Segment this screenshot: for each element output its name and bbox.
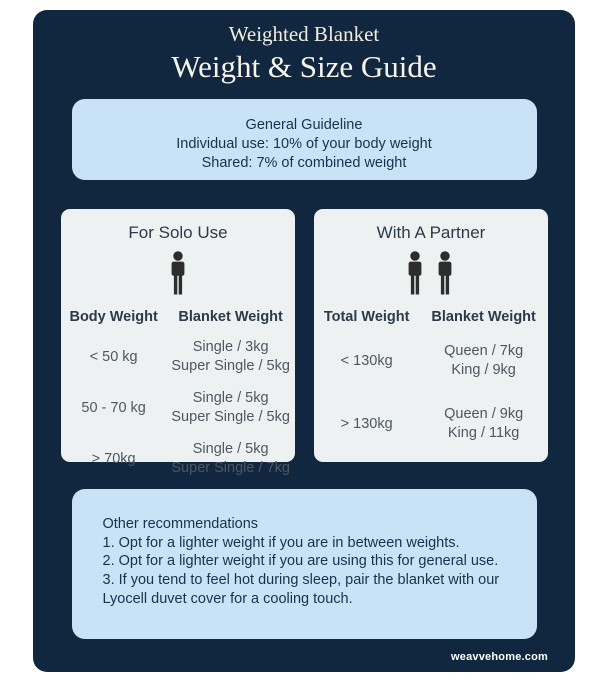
recommendation-item: 1. Opt for a lighter weight if you are in between weights.	[102, 534, 460, 551]
partner-col1-header: Total Weight	[323, 309, 410, 325]
blanket-weight-cell: Single / 5kg Super Single / 5kg	[171, 390, 290, 425]
brand-subtitle: Weighted Blanket	[228, 22, 380, 46]
body-weight-cell: > 70kg	[91, 450, 136, 467]
solo-col2-header: Blanket Weight	[178, 309, 283, 325]
blanket-weight-cell: Single / 3kg Super Single / 5kg	[171, 339, 290, 374]
total-weight-cell: < 130kg	[340, 352, 393, 369]
solo-col1-header: Body Weight	[69, 309, 158, 325]
infographic-card	[33, 10, 575, 672]
partner-panel-title: With A Partner	[376, 223, 486, 242]
table-row	[61, 440, 295, 478]
blanket-weight-cell: Single / 5kg Super Single / 7kg	[171, 441, 290, 476]
partner-table-header	[314, 309, 548, 325]
body-weight-cell: < 50 kg	[89, 348, 138, 365]
recommendations-title: Other recommendations	[102, 516, 259, 532]
guideline-line-shared: Shared: 7% of combined weight	[201, 155, 407, 171]
panels-row	[61, 209, 548, 476]
solo-use-panel	[61, 209, 295, 476]
solo-panel-title: For Solo Use	[128, 223, 228, 242]
table-row	[61, 338, 295, 376]
body-weight-cell: 50 - 70 kg	[81, 399, 146, 416]
person-icon	[61, 251, 295, 295]
table-row	[314, 342, 548, 380]
website-link: weavvehome.com	[451, 651, 548, 663]
recommendations-box	[72, 489, 537, 639]
couple-icon	[314, 251, 548, 295]
recommendation-item: 2. Opt for a lighter weight if you are using this for general use.	[102, 553, 499, 570]
blanket-weight-cell: Queen / 7kg King / 9kg	[444, 343, 524, 378]
guideline-line-individual: Individual use: 10% of your body weight	[176, 136, 432, 152]
solo-table-header	[61, 309, 295, 325]
header	[33, 10, 575, 86]
partner-panel	[314, 209, 548, 462]
recommendation-item: 3. If you tend to feel hot during sleep, pair the blanket with our Lyocell duvet cover for a cooling touch.	[102, 572, 500, 607]
page-title: Weight & Size Guide	[171, 49, 437, 84]
general-guideline-box	[72, 99, 537, 180]
total-weight-cell: > 130kg	[340, 415, 393, 432]
table-row	[61, 389, 295, 427]
table-row	[314, 405, 548, 443]
blanket-weight-cell: Queen / 9kg King / 11kg	[444, 406, 524, 441]
partner-col2-header: Blanket Weight	[431, 309, 536, 325]
guideline-title: General Guideline	[245, 117, 363, 133]
